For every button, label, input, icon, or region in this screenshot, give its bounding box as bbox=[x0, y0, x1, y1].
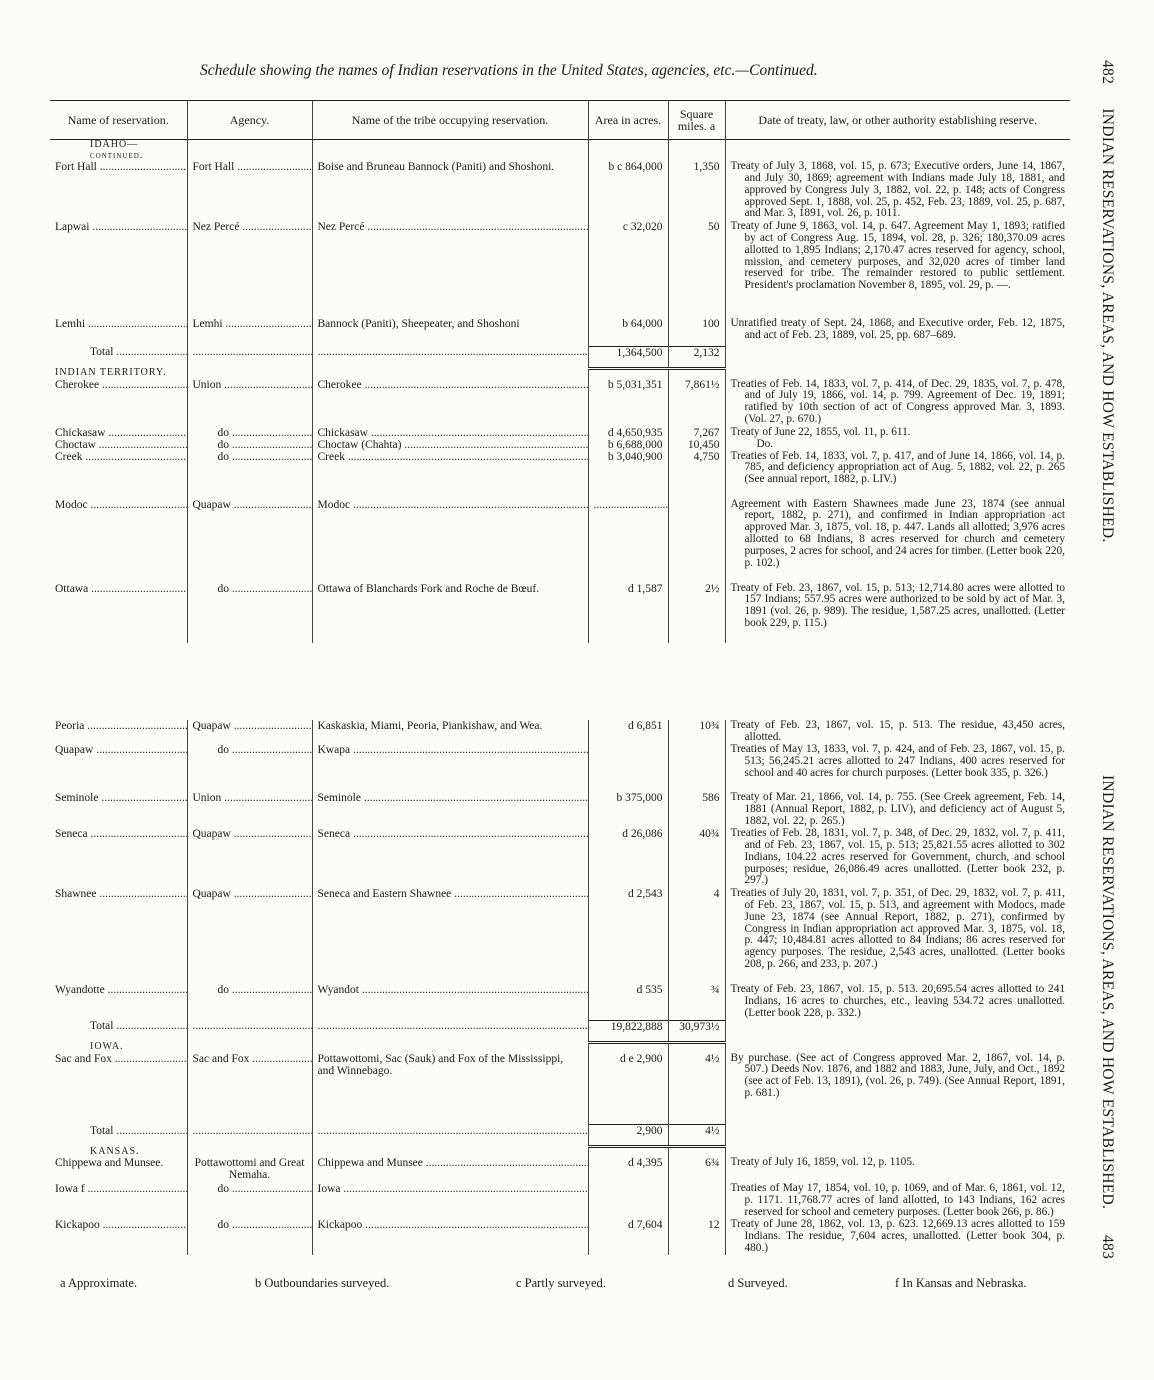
square-miles: 50 bbox=[668, 221, 725, 318]
square-miles: 7,267 bbox=[668, 427, 725, 439]
table-row bbox=[50, 1053, 1070, 1125]
table-row bbox=[50, 583, 1070, 643]
square-miles: 7,861½ bbox=[668, 379, 725, 427]
square-miles: ¾ bbox=[668, 984, 725, 1020]
table-row bbox=[50, 792, 1070, 828]
table-row bbox=[50, 221, 1070, 318]
authority: Treaty of June 28, 1862, vol. 13, p. 623. 12,669.13 acres allotted to 159 Indians. The residue, 7,604 acres, unallotted. (Letter book 304, p. 480.) bbox=[725, 1219, 1070, 1255]
tribe-name: Creek ..... bbox=[312, 451, 588, 499]
table-row bbox=[50, 1157, 1070, 1183]
table-row bbox=[50, 499, 1070, 583]
filler bbox=[312, 346, 588, 368]
agency-name: Lemhi ..... bbox=[187, 318, 312, 346]
reservation-name: Iowa f ..... bbox=[50, 1183, 187, 1219]
page-title: Schedule showing the names of Indian reservations in the United States, agencies, etc.—Continued. bbox=[200, 62, 818, 79]
reservation-name: Kickapoo ..... bbox=[50, 1219, 187, 1255]
footnote-f: f In Kansas and Nebraska. bbox=[895, 1276, 1027, 1290]
table-row bbox=[50, 888, 1070, 984]
tribe-name: Kickapoo ..... bbox=[312, 1219, 588, 1255]
tribe-name: Iowa ..... bbox=[312, 1183, 588, 1219]
square-miles: 4 bbox=[668, 888, 725, 984]
reservation-name: Creek ..... bbox=[50, 451, 187, 499]
area-acres: d 535 bbox=[588, 984, 668, 1020]
square-miles: 2½ bbox=[668, 583, 725, 643]
square-miles: 586 bbox=[668, 792, 725, 828]
tribe-name: Kaskaskia, Miami, Peoria, Piankishaw, and Wea. bbox=[312, 720, 588, 744]
area-acres: b 64,000 bbox=[588, 318, 668, 346]
authority: Treaty of Feb. 23, 1867, vol. 15, p. 513; 12,714.80 acres were allotted to 157 Indians; 557.95 acres were authorized to be sold by act of Mar. 3, 1891 (vol. 26, p. 989). The residue, 1,587.25 acres, unallotted. (Letter book 229, p. 115.) bbox=[725, 583, 1070, 643]
square-miles bbox=[668, 744, 725, 792]
table-row bbox=[50, 427, 1070, 439]
total-sqmi: 30,973½ bbox=[668, 1020, 725, 1042]
square-miles bbox=[668, 499, 725, 583]
authority: Treaty of June 22, 1855, vol. 11, p. 611. bbox=[725, 427, 1070, 439]
reservation-name: Modoc ..... bbox=[50, 499, 187, 583]
running-head-top bbox=[1098, 60, 1116, 543]
authority: Treaty of July 16, 1859, vol. 12, p. 1105. bbox=[725, 1157, 1070, 1183]
reservation-name: Sac and Fox ..... bbox=[50, 1053, 187, 1125]
area-acres bbox=[588, 1183, 668, 1219]
total-sqmi: 2,132 bbox=[668, 346, 725, 368]
area-acres: d 4,650,935 bbox=[588, 427, 668, 439]
header-tribe: Name of the tribe occupying reservation. bbox=[312, 101, 588, 140]
agency-name: Quapaw ..... bbox=[187, 888, 312, 984]
page-number-right: 483 bbox=[1099, 1235, 1116, 1260]
reservation-name: Shawnee ..... bbox=[50, 888, 187, 984]
header-authority: Date of treaty, law, or other authority establishing reserve. bbox=[725, 101, 1070, 140]
authority: Treaty of Feb. 23, 1867, vol. 15, p. 513. The residue, 43,450 acres, allotted. bbox=[725, 720, 1070, 744]
header-row bbox=[50, 101, 1070, 140]
area-acres: d e 2,900 bbox=[588, 1053, 668, 1125]
square-miles: 4½ bbox=[668, 1053, 725, 1125]
authority: Treaties of July 20, 1831, vol. 7, p. 351, of Dec. 29, 1832, vol. 7, p. 411, of Feb. 23, 1867, vol. 15, p. 513, and agreement with Modocs, made June 23, 1874 (see Annual Report, 1882, p. 271), confirmed by Congress in Indian appropriation act approved Mar. 3, 1875, vol. 18, p. 447; 10,484.81 acres allotted to 84 Indians; 86 acres reserved for agency purposes. The residue, 2,543 acres, unallotted. (Letter books 208, p. 266, and 233, p. 207.) bbox=[725, 888, 1070, 984]
tribe-name: Ottawa of Blanchards Fork and Roche de Bœuf. bbox=[312, 583, 588, 643]
state-heading bbox=[50, 140, 1070, 162]
total-area: 19,822,888 bbox=[588, 1020, 668, 1042]
area-acres bbox=[588, 499, 668, 583]
agency-name: Nez Percé ..... bbox=[187, 221, 312, 318]
authority: Treaty of Mar. 21, 1866, vol. 14, p. 755. (See Creek agreement, Feb. 14, 1881 (Annual Report, 1882, p. LIV), and deficiency act of August 5, 1882, vol. 22, p. 265.) bbox=[725, 792, 1070, 828]
footnote-c: c Partly surveyed. bbox=[516, 1276, 606, 1290]
agency-name: Quapaw ..... bbox=[187, 720, 312, 744]
authority: Treaties of Feb. 14, 1833, vol. 7, p. 417, and of June 14, 1866, vol. 14, p. 785, and deficiency appropriation act of Aug. 5, 1882, vol. 22, p. 265 (See annual report, 1882, p. LIV.) bbox=[725, 451, 1070, 499]
side-title-bottom: INDIAN RESERVATIONS, AREAS, AND HOW ESTABLISHED. bbox=[1099, 775, 1116, 1210]
authority: Do. bbox=[725, 439, 1070, 451]
authority: Unratified treaty of Sept. 24, 1868, and Executive order, Feb. 12, 1875, and act of Feb. 23, 1889, vol. 25, pp. 687–689. bbox=[725, 318, 1070, 346]
reservation-name: Fort Hall ..... bbox=[50, 161, 187, 221]
agency-name: Quapaw ..... bbox=[187, 828, 312, 888]
filler bbox=[187, 1125, 312, 1147]
reservation-name: Lapwai ..... bbox=[50, 221, 187, 318]
agency-name: Fort Hall ..... bbox=[187, 161, 312, 221]
tribe-name: Choctaw (Chahta) ..... bbox=[312, 439, 588, 451]
page-number-left: 482 bbox=[1099, 60, 1116, 85]
state-label: KANSAS. bbox=[90, 1145, 140, 1157]
square-miles: 4,750 bbox=[668, 451, 725, 499]
authority: Treaties of Feb. 14, 1833, vol. 7, p. 414, of Dec. 29, 1835, vol. 7, p. 478, and of July 19, 1866, vol. 14, p. 799. Agreement of Dec. 19, 1891; ratified by 10th section of act of Congress approved Mar. 3, 1893. (Vol. 27, p. 670.) bbox=[725, 379, 1070, 427]
square-miles bbox=[668, 1183, 725, 1219]
table-row bbox=[50, 744, 1070, 792]
agency-name: do ..... bbox=[187, 1219, 312, 1255]
total-label: Total ..... bbox=[50, 1020, 187, 1042]
state-label: IDAHO—continued. bbox=[90, 139, 144, 161]
area-acres: b 5,031,351 bbox=[588, 379, 668, 427]
table-row bbox=[50, 379, 1070, 427]
agency-name: do ..... bbox=[187, 439, 312, 451]
table-row bbox=[50, 720, 1070, 744]
tribe-name: Wyandot ..... bbox=[312, 984, 588, 1020]
reservation-name: Quapaw ..... bbox=[50, 744, 187, 792]
table-row bbox=[50, 1183, 1070, 1219]
table-row bbox=[50, 439, 1070, 451]
table-row bbox=[50, 451, 1070, 499]
area-acres: b 3,040,900 bbox=[588, 451, 668, 499]
footnote-a: a Approximate. bbox=[60, 1276, 138, 1290]
reservation-name: Choctaw ..... bbox=[50, 439, 187, 451]
tribe-name: Bannock (Paniti), Sheepeater, and Shoshoni bbox=[312, 318, 588, 346]
total-area: 1,364,500 bbox=[588, 346, 668, 368]
reservation-name: Peoria ..... bbox=[50, 720, 187, 744]
total-area: 2,900 bbox=[588, 1125, 668, 1147]
table-row bbox=[50, 984, 1070, 1020]
footnote-b: b Outboundaries surveyed. bbox=[255, 1276, 390, 1290]
reservation-name: Chippewa and Munsee. bbox=[55, 1157, 164, 1169]
total-label: Total ..... bbox=[50, 346, 187, 368]
authority: Treaty of June 9, 1863, vol. 14, p. 647. Agreement May 1, 1893; ratified by act of Congress Aug. 15, 1894, vol. 28, p. 326; 180,370.09 acres allotted to 1,895 Indians; 2,170.47 acres reserved for agency, school, mission, and cemetery purposes, and 32,020 acres of timber land reserved for tribe. The remainder restored to public settlement. President's proclamation November 8, 1895, vol. 29, p. —. bbox=[725, 221, 1070, 318]
total-row bbox=[50, 1125, 1070, 1147]
agency-name: Union ..... bbox=[187, 379, 312, 427]
header-area: Area in acres. bbox=[588, 101, 668, 140]
agency-name: Quapaw ..... bbox=[187, 499, 312, 583]
area-acres bbox=[588, 744, 668, 792]
filler bbox=[312, 1125, 588, 1147]
tribe-name: Nez Percé ..... bbox=[312, 221, 588, 318]
reservation-name: Wyandotte ..... bbox=[50, 984, 187, 1020]
reservation-name: Seneca ..... bbox=[50, 828, 187, 888]
authority: Treaties of May 13, 1833, vol. 7, p. 424, and of Feb. 23, 1867, vol. 15, p. 513; 56,245.21 acres allotted to 247 Indians, 400 acres reserved for school and 40 acres for church purposes. (Letter book 335, p. 326.) bbox=[725, 744, 1070, 792]
total-sqmi: 4½ bbox=[668, 1125, 725, 1147]
tribe-name: Seminole ..... bbox=[312, 792, 588, 828]
schedule-table-bottom bbox=[50, 720, 1070, 1255]
reservation-name: Ottawa ..... bbox=[50, 583, 187, 643]
square-miles: 10,450 bbox=[668, 439, 725, 451]
area-acres: c 32,020 bbox=[588, 221, 668, 318]
total-row bbox=[50, 1020, 1070, 1042]
tribe-name: Pottawottomi, Sac (Sauk) and Fox of the Mississippi, and Winnebago. bbox=[312, 1053, 588, 1125]
reservation-name: Lemhi ..... bbox=[50, 318, 187, 346]
agency-name: Pottawottomi and Great Nemaha. bbox=[187, 1157, 312, 1183]
authority: Treaties of May 17, 1854, vol. 10, p. 1069, and of Mar. 6, 1861, vol. 12, p. 1171. 11,768.77 acres of land allotted, to 143 Indians, 162 acres reserved for school and cemetery purposes. (Letter book 266, p. 86.) bbox=[725, 1183, 1070, 1219]
reservation-name: Chickasaw ..... bbox=[50, 427, 187, 439]
state-heading bbox=[50, 368, 1070, 379]
authority: Treaties of Feb. 28, 1831, vol. 7, p. 348, of Dec. 29, 1832, vol. 7, p. 411, and of Feb. 23, 1867, vol. 15, p. 513; 25,821.55 acres allotted to 302 Indians, 104.22 acres reserved for Government, church, and school purposes; residue, 26,086.49 acres unallotted. (Letter book 232, p. 297.) bbox=[725, 828, 1070, 888]
tribe-name: Seneca ..... bbox=[312, 828, 588, 888]
area-acres: d 4,395 bbox=[588, 1157, 668, 1183]
agency-name: do ..... bbox=[187, 583, 312, 643]
tribe-name: Cherokee ..... bbox=[312, 379, 588, 427]
agency-name: do ..... bbox=[187, 451, 312, 499]
filler bbox=[187, 346, 312, 368]
square-miles: 100 bbox=[668, 318, 725, 346]
square-miles: 10¾ bbox=[668, 720, 725, 744]
square-miles: 1,350 bbox=[668, 161, 725, 221]
square-miles: 6¾ bbox=[668, 1157, 725, 1183]
table-row bbox=[50, 161, 1070, 221]
agency-name: do ..... bbox=[187, 984, 312, 1020]
filler bbox=[187, 1020, 312, 1042]
header-sqmi: Square miles. a bbox=[668, 101, 725, 140]
running-head-bottom bbox=[1098, 775, 1116, 1260]
authority: Agreement with Eastern Shawnees made June 23, 1874 (see annual report, 1882, p. 271), and confirmed in Indian appropriation act approved Mar. 3, 1875, vol. 18, p. 447. Lands all allotted; 3,976 acres allotted to 68 Indians, 8 acres reserved for church and cemetery purposes, 2 acres for school, and 24 acres for timber. (Letter book 220, p. 102.) bbox=[725, 499, 1070, 583]
footnote-d: d Surveyed. bbox=[728, 1276, 788, 1290]
tribe-name: Seneca and Eastern Shawnee ..... bbox=[312, 888, 588, 984]
header-agency: Agency. bbox=[187, 101, 312, 140]
tribe-name: Modoc ..... bbox=[312, 499, 588, 583]
area-acres: b c 864,000 bbox=[588, 161, 668, 221]
area-acres: d 6,851 bbox=[588, 720, 668, 744]
area-acres: d 26,086 bbox=[588, 828, 668, 888]
total-row bbox=[50, 346, 1070, 368]
state-label: INDIAN TERRITORY. bbox=[55, 367, 167, 378]
tribe-name: Kwapa ..... bbox=[312, 744, 588, 792]
agency-name: do ..... bbox=[187, 427, 312, 439]
filler bbox=[312, 1020, 588, 1042]
tribe-name: Chickasaw ..... bbox=[312, 427, 588, 439]
area-acres: b 6,688,000 bbox=[588, 439, 668, 451]
square-miles: 40¾ bbox=[668, 828, 725, 888]
side-title-top: INDIAN RESERVATIONS, AREAS, AND HOW ESTABLISHED. bbox=[1099, 108, 1116, 543]
table-row bbox=[50, 1219, 1070, 1255]
reservation-name: Seminole ..... bbox=[50, 792, 187, 828]
schedule-table-top bbox=[50, 100, 1070, 643]
total-label: Total ..... bbox=[50, 1125, 187, 1147]
agency-name: do ..... bbox=[187, 744, 312, 792]
table-row bbox=[50, 318, 1070, 346]
state-heading bbox=[50, 1042, 1070, 1053]
area-acres: d 7,604 bbox=[588, 1219, 668, 1255]
agency-name: Sac and Fox ..... bbox=[187, 1053, 312, 1125]
area-acres: d 2,543 bbox=[588, 888, 668, 984]
square-miles: 12 bbox=[668, 1219, 725, 1255]
agency-name: do ..... bbox=[187, 1183, 312, 1219]
area-acres: d 1,587 bbox=[588, 583, 668, 643]
authority: Treaty of July 3, 1868, vol. 15, p. 673; Executive orders, June 14, 1867, and July 30, 1869; agreement with Indians made July 18, 1881, and approved by Congress July 3, 1882, vol. 22, p. 148; acts of Congress approved Sept. 1, 1888, vol. 25, p. 452, Feb. 23, 1889, vol. 25, p. 687, and Mar. 3, 1891, vol. 26, p. 1011. bbox=[725, 161, 1070, 221]
state-heading bbox=[50, 1147, 1070, 1158]
authority: By purchase. (See act of Congress approved Mar. 2, 1867, vol. 14, p. 507.) Deeds Nov. 1876, and 1882 and 1883, June, July, and Oct., 1892 (see act of Feb. 13, 1891), (vol. 26, p. 749). (See Annual Report, 1891, p. 681.) bbox=[725, 1053, 1070, 1125]
authority: Treaty of Feb. 23, 1867, vol. 15, p. 513. 20,695.54 acres allotted to 241 Indians, 16 acres to churches, etc., leaving 534.72 acres unallotted. (Letter book 228, p. 332.) bbox=[725, 984, 1070, 1020]
table-row bbox=[50, 828, 1070, 888]
tribe-name: Boise and Bruneau Bannock (Paniti) and Shoshoni. bbox=[312, 161, 588, 221]
area-acres: b 375,000 bbox=[588, 792, 668, 828]
reservation-name: Cherokee ..... bbox=[50, 379, 187, 427]
header-name: Name of reservation. bbox=[50, 101, 187, 140]
agency-name: Union ..... bbox=[187, 792, 312, 828]
state-label: IOWA. bbox=[90, 1041, 124, 1052]
tribe-name: Chippewa and Munsee ..... bbox=[312, 1157, 588, 1183]
